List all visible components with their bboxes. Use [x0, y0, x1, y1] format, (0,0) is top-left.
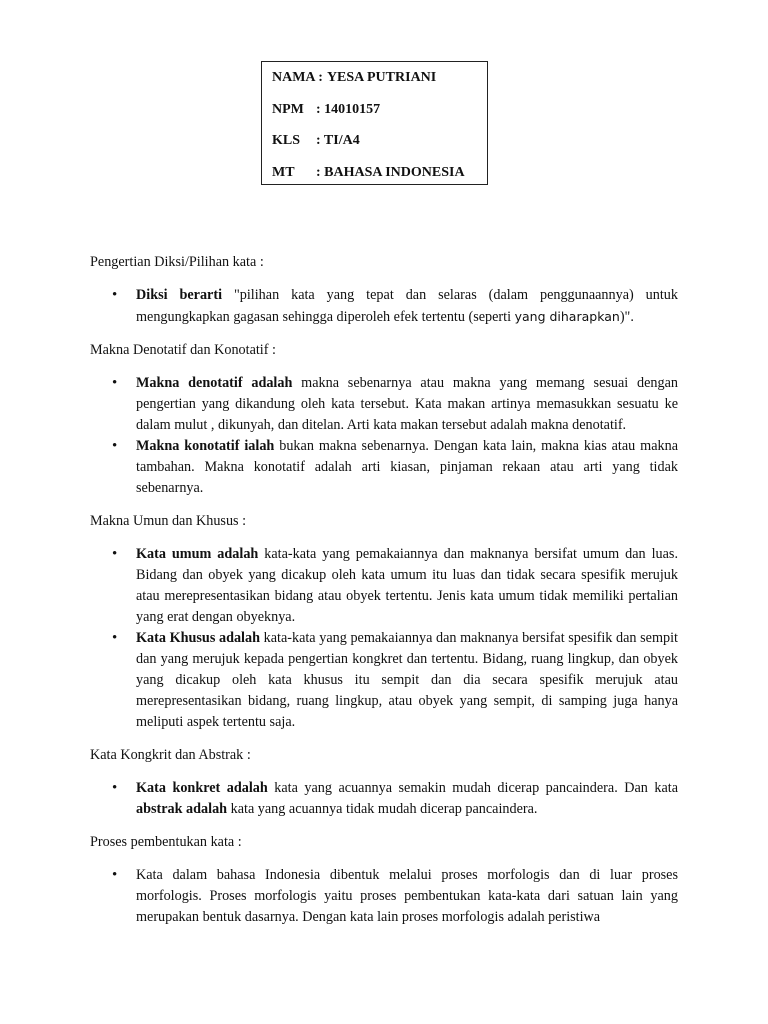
- mt-row: [272, 163, 487, 195]
- definition-umum: kata-kata yang pemakaiannya dan maknanya bersifat umum dan luas. Bidang dan obyek yang dicakup oleh kata umum itu luas dan tidak secara spesifik merujuk atau merepresentasikan bidang atau obyek tertentu. Jenis kata umum tidak memiliki pertalian yang erat dengan obyeknya.: [136, 546, 678, 625]
- term-khusus: Kata Khusus adalah: [136, 630, 260, 646]
- npm-label: NPM: [272, 101, 304, 117]
- npm-row: [272, 100, 487, 132]
- definition-diksi-sans: yang diharapkan: [514, 309, 620, 324]
- list-proses: [90, 865, 678, 928]
- term-diksi: Diksi berarti: [136, 287, 223, 303]
- mt-label: MT: [272, 164, 295, 180]
- list-item: [90, 373, 678, 436]
- definition-denotatif: makna sebenarnya atau makna yang memang sesuai dengan pengertian yang dikandung oleh kata tersebut. Kata makan artinya memasukkan sesuatu ke dalam mulut , dikunyah, dan ditelan. Arti kata makan tersebut adalah makna denotatif.: [136, 375, 678, 433]
- list-item: [90, 628, 678, 733]
- term-umum: Kata umum adalah: [136, 546, 259, 562]
- kls-label: KLS: [272, 133, 301, 148]
- term-konotatif: Makna konotatif ialah: [136, 438, 275, 454]
- definition-diksi: "pilihan kata yang tepat dan selaras (dalam penggunaannya) untuk mengungkapkan gagasan sehingga diperoleh efek tertentu (seperti: [136, 287, 678, 325]
- list-item: [90, 865, 678, 928]
- list-kongkrit-abstrak: [90, 778, 678, 820]
- heading-umum-khusus: Makna Umun dan Khusus :: [90, 513, 247, 529]
- definition-proses: Kata dalam bahasa Indonesia dibentuk melalui proses morfologis dan di luar proses morfologis. Proses morfologis yaitu proses pembentukan kata-kata dari satuan lain yang merupakan bentuk dasarnya. Dengan kata lain proses morfologis adalah peristiwa: [136, 867, 678, 925]
- list-diksi: [90, 285, 678, 328]
- heading-proses: Proses pembentukan kata :: [90, 834, 242, 850]
- heading-diksi: Pengertian Diksi/Pilihan kata :: [90, 254, 264, 270]
- nama-value: YESA PUTRIANI: [326, 70, 437, 85]
- definition-konkret: kata yang acuannya semakin mudah dicerap pancaindera. Dan kata: [267, 780, 678, 796]
- definition-abstrak: kata yang acuannya tidak mudah dicerap pancaindera.: [227, 801, 538, 817]
- term-konkret: Kata konkret adalah: [136, 780, 268, 796]
- heading-denotatif: Makna Denotatif dan Konotatif :: [90, 342, 276, 358]
- term-denotatif: Makna denotatif adalah: [136, 375, 293, 391]
- list-item: [90, 436, 678, 499]
- mt-value: : BAHASA INDONESIA: [316, 164, 465, 180]
- list-item: [90, 285, 678, 328]
- list-denotatif: [90, 373, 678, 499]
- nama-label: NAMA :: [272, 70, 323, 85]
- list-item: [90, 544, 678, 628]
- kls-row: [272, 131, 487, 163]
- nama-row: [272, 68, 487, 100]
- kls-value: : TI/A4: [316, 133, 360, 148]
- definition-diksi-end: )".: [619, 309, 634, 325]
- heading-kongkrit-abstrak: Kata Kongkrit dan Abstrak :: [90, 747, 251, 763]
- npm-value: : 14010157: [316, 101, 381, 117]
- term-abstrak: abstrak adalah: [136, 801, 228, 817]
- student-identity-box: [261, 61, 488, 185]
- definition-khusus: kata-kata yang pemakaiannya dan maknanya bersifat spesifik dan sempit dan yang merujuk kepada pengertian kongkret dan tertentu. Bidang, ruang lingkup, dan obyek yang dicakup oleh kata khusus itu sempit dan dia secara spesifik merujuk atau merepresentasikan bidang, ruang lingkup, atau obyek yang sempit, di samping juga hanya meliputi aspek tertentu saja.: [136, 630, 678, 730]
- definition-konotatif: bukan makna sebenarnya. Dengan kata lain, makna kias atau makna tambahan. Makna konotatif adalah arti kiasan, pinjaman rekaan atau arti yang tidak sebenarnya.: [136, 438, 678, 496]
- list-umum-khusus: [90, 544, 678, 733]
- document-body: [90, 252, 678, 928]
- list-item: [90, 778, 678, 820]
